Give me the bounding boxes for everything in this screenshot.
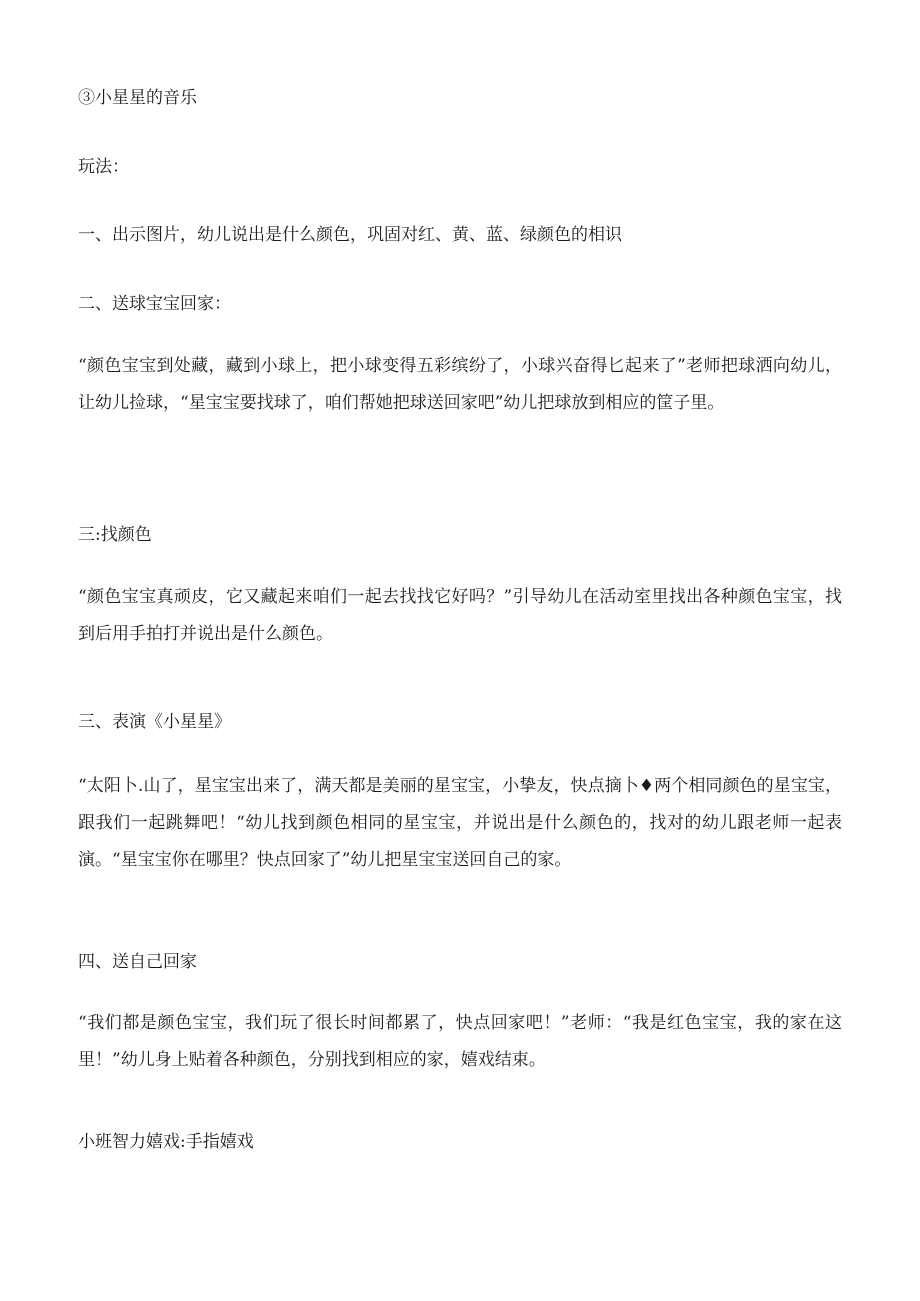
heading-little-star-music: ③小星星的音乐 <box>78 88 197 108</box>
paragraph-send-self-home: “我们都是颜色宝宝，我们玩了很长时间都累了，快点回家吧！”老师：“我是红色宝宝，我的家在这里！”幼儿身上贴着各种颜色，分别找到相应的家，嬉戏结束。 <box>78 1013 842 1070</box>
paragraph-find-colors: “颜色宝宝真顽皮，它又藏起来咱们一起去找找它好吗？”引导幼儿在活动室里找出各种颜色宝宝，找到后用手拍打并说出是什么颜色。 <box>78 587 842 644</box>
heading-play-method: 玩法： <box>78 157 129 177</box>
step-one-paragraph: 一、出示图片，幼儿说出是什么颜色，巩固对红、黄、蓝、绿颜色的相识 <box>78 225 622 245</box>
heading-perform-little-star: 三、表演《小星星》 <box>78 712 231 732</box>
heading-send-ball-home: 二、送球宝宝回家： <box>78 294 231 314</box>
heading-find-colors: 三:找颜色 <box>78 525 152 545</box>
heading-send-self-home: 四、送自己回家 <box>78 952 197 972</box>
heading-finger-game: 小班智力嬉戏:手指嬉戏 <box>78 1132 254 1152</box>
paragraph-send-ball-home: “颜色宝宝到处藏，藏到小球上，把小球变得五彩缤纷了，小球兴奋得匕起来了”老师把球洒向幼儿，让幼儿捡球，“星宝宝要找球了，咱们帮她把球送回家吧”幼儿把球放到相应的筐子里。 <box>78 356 842 413</box>
paragraph-perform-little-star: “太阳卜.山了，星宝宝出来了，满天都是美丽的星宝宝，小挚友，快点摘卜♦两个相同颜色的星宝宝，跟我们一起跳舞吧！“幼儿找到颜色相同的星宝宝，并说出是什么颜色的，找对的幼儿跟老师一起表演。“星宝宝你在哪里？快点回家了”幼儿把星宝宝送回自己的家。 <box>78 776 842 870</box>
